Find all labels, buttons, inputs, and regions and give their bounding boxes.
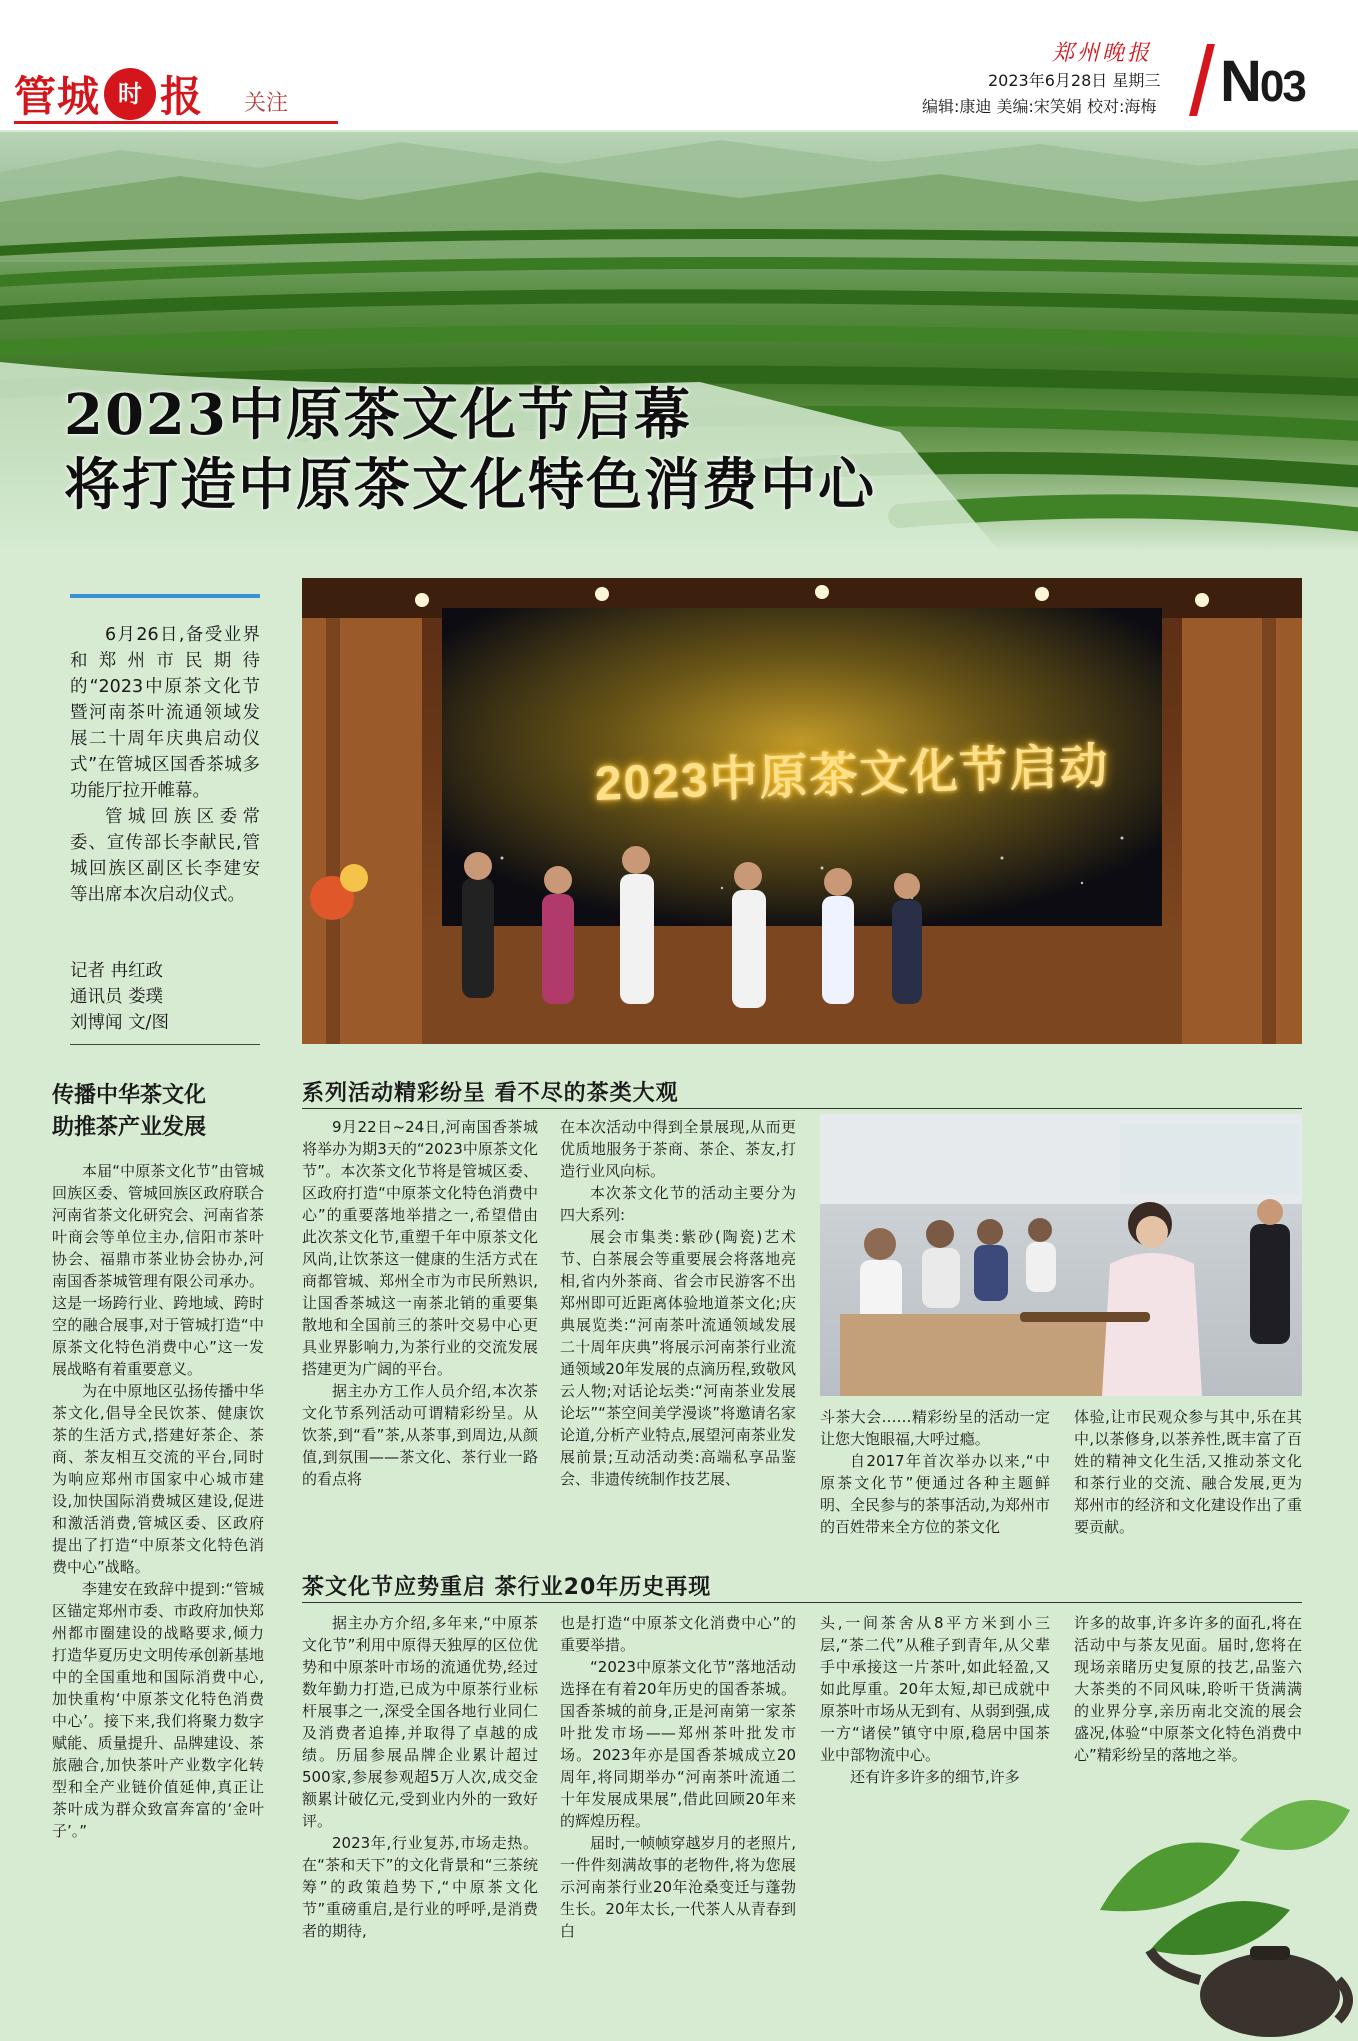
section1-title-line-1: 传播中华茶文化 <box>52 1083 207 1108</box>
section-tag: 关注 <box>244 91 289 116</box>
brand-text-2: 报 <box>160 72 204 121</box>
section2-column-1 <box>302 1116 538 1490</box>
lead-paragraphs <box>70 622 260 908</box>
brand-underline <box>14 121 338 124</box>
lead-paragraph-1: 6月26日,备受业界和郑州市民期待的“2023中原茶文化节暨河南茶叶流通领域发展二十周年庆典启动仪式”在管城区国香茶城多功能厅拉开帷幕。 <box>70 625 260 801</box>
section3-col4-paragraph-0: 许多的故事,许多许多的面孔,将在活动中与茶友见面。届时,您将在现场亲睹历史复原的技艺,品鉴六大茶类的不同风味,聆听干货满满的业界分享,亲历南北交流的展会盛况,体验“中原茶文化特色消费中心”精彩纷呈的落地之举。 <box>1074 1614 1302 1764</box>
lead-bottom-rule <box>70 1044 260 1045</box>
section2-col3-paragraph-0: 斗茶大会……精彩纷呈的活动一定让您大饱眼福,大呼过瘾。 <box>820 1408 1050 1448</box>
section2-column-2 <box>560 1116 796 1490</box>
section1-title-line-2: 助推茶产业发展 <box>52 1115 207 1140</box>
section1-paragraph-3: 李建安在致辞中提到:“管城区锚定郑州市委、市政府加快郑州都市圈建设的战略要求,倾力打造华夏历史文明传承创新基地中的全国重地和国际消费中心,加快重构‘中原茶文化特色消费中心’。接下来,我们将聚力数字赋能、质量提升、品牌建设、茶旅融合,加快茶叶产业数字化转型和全产业链价值延伸,真正让茶叶成为群众致富奔富的‘金叶子’。” <box>52 1580 264 1840</box>
section2-col3-paragraph-1: 自2017年首次举办以来,“中原茶文化节”便通过各种主题鲜明、全民参与的茶事活动,为郑州市的百姓带来全方位的茶文化 <box>820 1452 1050 1536</box>
headline-line-1: 2023中原茶文化节启幕 <box>64 382 692 448</box>
lead-accent-rule <box>70 594 260 598</box>
section2-col4-paragraph-0: 体验,让市民观众参与其中,乐在其中,以茶修身,以茶养性,既丰富了百姓的精神文化生活,又推动茶文化和茶行业的交流、融合发展,更为郑州市的经济和文化建设作出了重要贡献。 <box>1074 1408 1302 1536</box>
section3-col2-paragraph-1: “2023中原茶文化节”落地活动选择在有着20年历史的国香茶城。国香茶城的前身,正是河南第一家茶叶批发市场——郑州茶叶批发市场。2023年亦是国香茶城成立20周年,将同期举办“河南茶叶流通二十年发展成果展”,借此回顾20年来的辉煌历程。 <box>560 1658 796 1830</box>
section3-column-1 <box>302 1612 538 1942</box>
section2-col1-paragraph-1: 9月22日~24日,河南国香茶城将举办为期3天的“2023中原茶文化节”。本次茶文化节将是管城区委、区政府打造“中原茶文化特色消费中心”的重要落地举措之一,希望借由此次茶文化节,重塑千年中原茶文化风尚,让饮茶这一健康的生活方式在商都管城、郑州全市为市民所熟识,让国香茶城这一南茶北销的重要集散地和全国前三的茶叶交易中心更具业界影响力,为茶行业的交流发展搭建更为广阔的平台。 <box>302 1118 538 1378</box>
section1-column <box>52 1160 264 1842</box>
section3-column-3 <box>820 1612 1050 1788</box>
teapot-leaves-decoration <box>1090 1780 1358 2041</box>
headline <box>64 380 876 520</box>
launch-ceremony-photo <box>302 578 1302 1044</box>
page-number <box>1220 48 1305 115</box>
section3-col1-paragraph-2: 2023年,行业复苏,市场走热。在“茶和天下”的文化背景和“三茶统筹”的政策趋势下,“中原茶文化节”重磅重启,是行业的呼呼,是消费者的期待, <box>302 1834 538 1940</box>
lead-paragraph-2: 管城回族区委常委、宣传部长李献民,管城回族区副区长李建安等出席本次启动仪式。 <box>70 807 260 905</box>
brand-text-1: 管城 <box>14 72 101 121</box>
section3-col1-paragraph-1: 据主办方介绍,多年来,“中原茶文化节”利用中原得天独厚的区位优势和中原茶叶市场的流通优势,经过数年勤力打造,已成为中原茶行业标杆展事之一,深受全国各地行业同仁及消费者追捧,并取得了卓越的成绩。历届参展品牌企业累计超过500家,参展参观超5万人次,成交金额累计破亿元,受到业内外的一致好评。 <box>302 1614 538 1830</box>
section3-title: 茶文化节应势重启 茶行业20年历史再现 <box>302 1575 712 1600</box>
section1-paragraph-2: 为在中原地区弘扬传播中华茶文化,倡导全民饮茶、健康饮茶的生活方式,搭建好茶企、茶商、茶友相互交流的平台,同时为响应郑州市国家中心城市建设,加快国际消费城区建设,促进和激活消费,管城区委、区政府提出了打造“中原茶文化特色消费中心”战略。 <box>52 1382 264 1576</box>
section2-column-3 <box>820 1406 1050 1538</box>
section3-column-4 <box>1074 1612 1302 1766</box>
section3-col2-paragraph-2: 届时,一帧帧穿越岁月的老照片,一件件刻满故事的老物件,将为您展示河南茶行业20年沧桑变迁与蓬勃生长。20年太长,一代茶人从青春到白 <box>560 1834 796 1940</box>
section3-col3-paragraph-1: 还有许多许多的细节,许多 <box>850 1768 1020 1786</box>
brand-circle: 时 <box>104 68 156 120</box>
page-number-digits: 03 <box>1259 62 1305 111</box>
byline-reporter: 记者 冉红政 <box>70 961 164 981</box>
tea-ceremony-illustration <box>820 1114 1302 1396</box>
editors-line: 编辑:康迪 美编:宋笑娟 校对:海梅 <box>922 97 1157 116</box>
byline-photographer: 刘博闻 文/图 <box>70 1013 169 1033</box>
section2-col2-paragraph-0: 在本次活动中得到全景展现,从而更优质地服务于茶商、茶企、茶友,打造行业风向标。 <box>560 1118 796 1180</box>
byline-correspondent: 通讯员 娄璞 <box>70 987 164 1007</box>
section2-col2-paragraph-2: 展会市集类:紫砂(陶瓷)艺术节、白茶展会等重要展会将落地亮相,省内外茶商、省会市民游客不出郑州即可近距离体验地道茶文化;庆典展览类:“河南茶叶流通领域发展二十周年庆典”将展示河南茶行业流通领域20年发展的点滴历程,致敬风云人物;对话论坛类:“河南茶业发展论坛”“茶空间美学漫谈”将邀请名家论道,分析产业特点,展望河南茶业发展前景;互动活动类:高端私享品鉴会、非遗传统制作技艺展、 <box>560 1228 796 1488</box>
byline <box>70 958 260 1036</box>
screen-caption: 2023中原茶文化节启动 <box>594 740 1111 811</box>
masthead <box>0 0 1358 130</box>
paper-name: 郑州晚报 <box>1052 41 1153 66</box>
section3-col3-paragraph-0: 头,一间茶舍从8平方米到小三层,“茶二代”从稚子到青年,从父辈手中承接这一片茶叶,如此轻盈,又如此厚重。20年太短,却已成就中原茶叶市场从无到有、从弱到强,成一方“诸侯”镇守中原,稳居中国茶业中部物流中心。 <box>820 1614 1050 1764</box>
section2-col2-paragraph-1: 本次茶文化节的活动主要分为四大系列: <box>560 1184 796 1224</box>
page-number-letter: N <box>1220 49 1260 114</box>
section1-paragraph-1: 本届“中原茶文化节”由管城回族区委、管城回族区政府联合河南省茶文化研究会、河南省茶叶商会等单位主办,信阳市茶叶协会、福鼎市茶业协会协办,河南国香茶城管理有限公司承办。这是一场跨行业、跨地域、跨时空的融合展事,对于管城打造“中原茶文化特色消费中心”这一发展战略有着重要意义。 <box>52 1162 264 1378</box>
ceremony-illustration <box>302 578 1302 1044</box>
section1-title <box>52 1080 206 1144</box>
section3-title-rule <box>302 1602 1302 1603</box>
section3-column-2 <box>560 1612 796 1942</box>
section2-column-4 <box>1074 1406 1302 1538</box>
section2-title-rule <box>302 1108 1302 1109</box>
section3-col2-paragraph-0: 也是打造“中原茶文化消费中心”的重要举措。 <box>560 1614 796 1654</box>
brand-logo <box>14 64 203 124</box>
issue-date: 2023年6月28日 星期三 <box>988 71 1161 90</box>
page-number-slash <box>1189 44 1215 116</box>
section2-col1-paragraph-2: 据主办方工作人员介绍,本次茶文化节系列活动可谓精彩纷呈。从饮茶,到“看”茶,从茶事,到周边,从颜值,到氛围——茶文化、茶行业一路的看点将 <box>302 1382 538 1488</box>
tea-ceremony-photo <box>820 1114 1302 1396</box>
section2-title: 系列活动精彩纷呈 看不尽的茶类大观 <box>302 1081 679 1106</box>
headline-line-2: 将打造中原茶文化特色消费中心 <box>64 452 876 518</box>
